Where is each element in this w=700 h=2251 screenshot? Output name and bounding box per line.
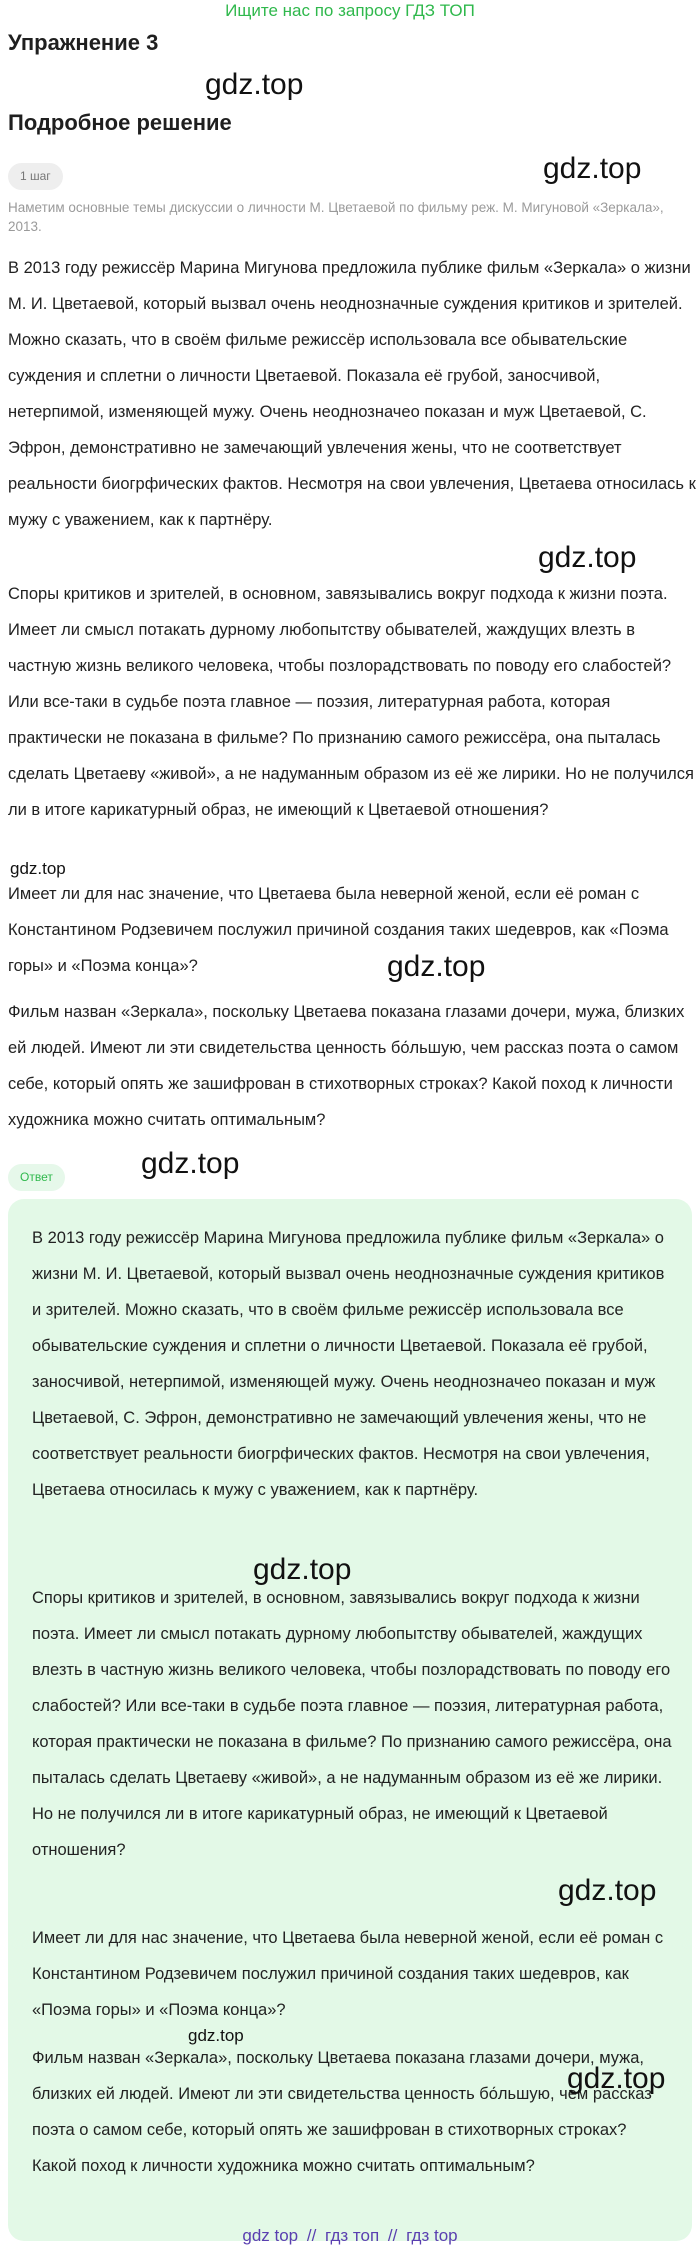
exercise-title: Упражнение 3 (8, 30, 159, 55)
search-banner: Ищите нас по запросу ГДЗ ТОП (225, 1, 475, 20)
solution-paragraph: Фильм назван «Зеркала», поскольку Цветаева показана глазами дочери, мужа, близких ей людей. Имеют ли эти свидетельства ценность бо́льшую, чем рассказ поэта о самом себе, который опять же зашифрован в стихотворных строках? Какой поход к личности художника можно считать оптимальным? (8, 1003, 685, 1129)
watermark: gdz.top (543, 152, 642, 185)
footer (0, 2225, 700, 2247)
footer-link-gdz-top-ru[interactable]: гдз топ (325, 2226, 380, 2245)
step-note: Наметим основные темы дискуссии о личности М. Цветаевой по фильму реж. М. Мигуновой «Зеркала», 2013. (8, 200, 664, 234)
watermark: gdz.top (188, 2026, 244, 2045)
step-badge: 1 шаг (8, 163, 63, 190)
watermark: gdz.top (558, 1874, 657, 1907)
watermark: gdz.top (205, 68, 304, 101)
watermark: gdz.top (141, 1147, 240, 1180)
footer-link-gdz-top[interactable]: gdz top (242, 2226, 299, 2245)
answer-paragraph: Споры критиков и зрителей, в основном, завязывались вокруг подхода к жизни поэта. Имеет ли смысл потакать дурному любопытству обывателей, жаждущих влезть в частную жизнь великого человека, чтобы позлорадствовать по поводу его слабостей? Или все-таки в судьбе поэта главное — поэзия, литературная работа, которая практически не показана в фильме? По признанию самого режиссёра, она пыталась сделать Цветаеву «живой», а не надуманным образом из её же лирики. Но не получился ли в итоге карикатурный образ, не имеющий к Цветаевой отношения? (32, 1589, 672, 1859)
watermark: gdz.top (538, 541, 637, 574)
solution-title: Подробное решение (8, 110, 232, 135)
watermark: gdz.top (387, 950, 486, 983)
watermark: gdz.top (253, 1553, 352, 1586)
watermark: gdz.top (567, 2062, 666, 2095)
answer-paragraph: Имеет ли для нас значение, что Цветаева была неверной женой, если её роман с Константином Родзевичем послужил причиной создания таких шедевров, как «Поэма горы» и «Поэма конца»? (32, 1929, 664, 2019)
answer-paragraph: Фильм назван «Зеркала», поскольку Цветаева показана глазами дочери, мужа, близких ей людей. Имеют ли эти свидетельства ценность бо́льшую, чем рассказ поэта о самом себе, который опять же зашифрован в стихотворных строках? Какой поход к личности художника можно считать оптимальным? (32, 2049, 652, 2175)
solution-paragraph: Имеет ли для нас значение, что Цветаева была неверной женой, если её роман с Константином Родзевичем послужил причиной создания таких шедевров, как «Поэма горы» и «Поэма конца»? (8, 885, 669, 975)
solution-paragraph: Споры критиков и зрителей, в основном, завязывались вокруг подхода к жизни поэта. Имеет ли смысл потакать дурному любопытству обывателей, жаждущих влезть в частную жизнь великого человека, чтобы позлорадствовать по поводу его слабостей? Или все-таки в судьбе поэта главное — поэзия, литературная работа, которая практически не показана в фильме? По признанию самого режиссёра, она пыталась сделать Цветаеву «живой», а не надуманным образом из её же лирики. Но не получился ли в итоге карикатурный образ, не имеющий к Цветаевой отношения? (8, 585, 694, 819)
footer-link-gdz-top-mixed[interactable]: гдз top (406, 2226, 458, 2245)
footer-separator: // (387, 2226, 398, 2245)
answer-badge: Ответ (8, 1164, 65, 1191)
solution-paragraph: В 2013 году режиссёр Марина Мигунова предложила публике фильм «Зеркала» о жизни М. И. Цветаевой, который вызвал очень неоднозначные суждения критиков и зрителей. Можно сказать, что в своём фильме режиссёр использовала все обывательские суждения и сплетни о личности Цветаевой. Показала её грубой, заносчивой, нетерпимой, изменяющей мужу. Очень неоднозначео показан и муж Цветаевой, С. Эфрон, демонстративно не замечающий увлечения жены, что не соответствует реальности биогрфических фактов. Несмотря на свои увлечения, Цветаева относилась к мужу с уважением, как к партнёру. (8, 259, 696, 529)
answer-paragraph: В 2013 году режиссёр Марина Мигунова предложила публике фильм «Зеркала» о жизни М. И. Цветаевой, который вызвал очень неоднозначные суждения критиков и зрителей. Можно сказать, что в своём фильме режиссёр использовала все обывательские суждения и сплетни о личности Цветаевой. Показала её грубой, заносчивой, нетерпимой, изменяющей мужу. Очень неоднозначео показан и муж Цветаевой, С. Эфрон, демонстративно не замечающий увлечения жены, что не соответствует реальности биогрфических фактов. Несмотря на свои увлечения, Цветаева относилась к мужу с уважением, как к партнёру. (32, 1229, 665, 1499)
footer-separator: // (306, 2226, 317, 2245)
watermark: gdz.top (10, 859, 66, 878)
